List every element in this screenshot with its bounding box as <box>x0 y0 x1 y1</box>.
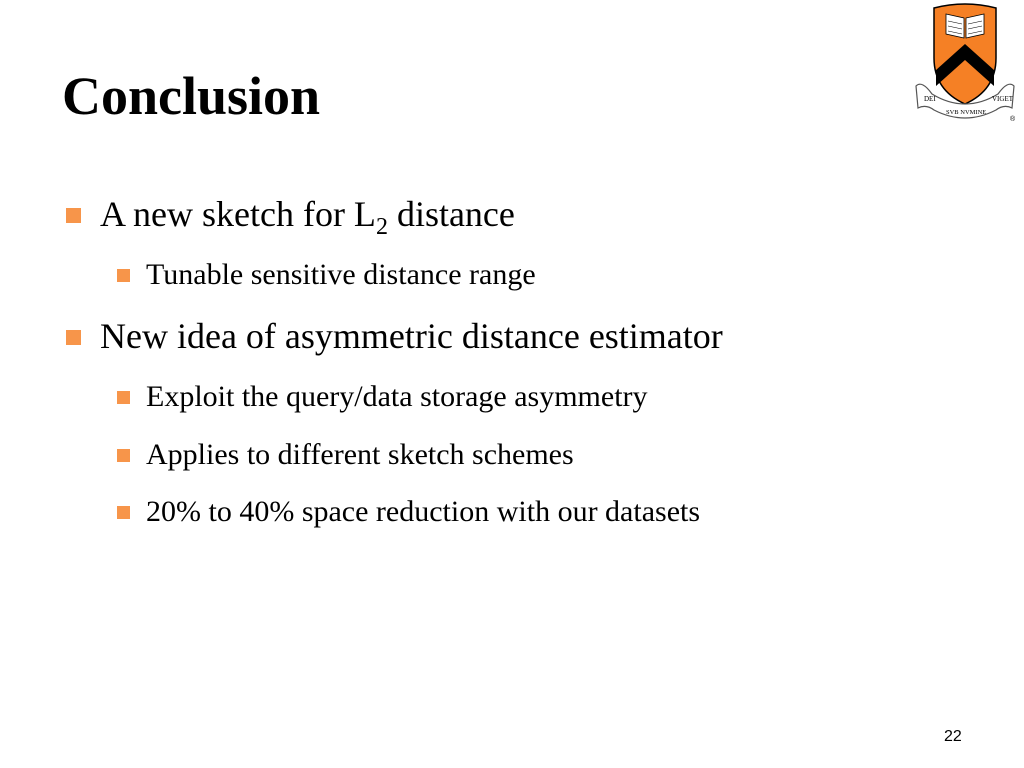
sub-bullet-marker <box>117 391 130 404</box>
bullet-marker <box>66 208 81 223</box>
sub-bullet-marker <box>117 506 130 519</box>
banner-middle-text: SVB NVMINE <box>946 109 987 116</box>
banner-left-text: DEI <box>924 95 936 103</box>
princeton-shield-icon <box>912 0 1018 124</box>
slide-title: Conclusion <box>62 66 321 126</box>
banner-right-text: VIGET <box>992 95 1013 103</box>
bullet-item: A new sketch for $L_2$ distance <box>100 194 515 240</box>
bullet-item: New idea of asymmetric distance estimator <box>100 316 723 356</box>
bullet-marker <box>66 330 81 345</box>
page-number: 22 <box>944 728 962 745</box>
sub-bullet-item: 20% to 40% space reduction with our datasets <box>146 495 701 528</box>
sub-bullet-marker <box>117 269 130 282</box>
sub-bullet-marker <box>117 449 130 462</box>
sub-bullet-item: Applies to different sketch schemes <box>146 438 574 471</box>
registered-mark: ® <box>1010 116 1016 123</box>
sub-bullet-item: Exploit the query/data storage asymmetry <box>146 380 648 413</box>
sub-bullet-item: Tunable sensitive distance range <box>146 258 536 291</box>
